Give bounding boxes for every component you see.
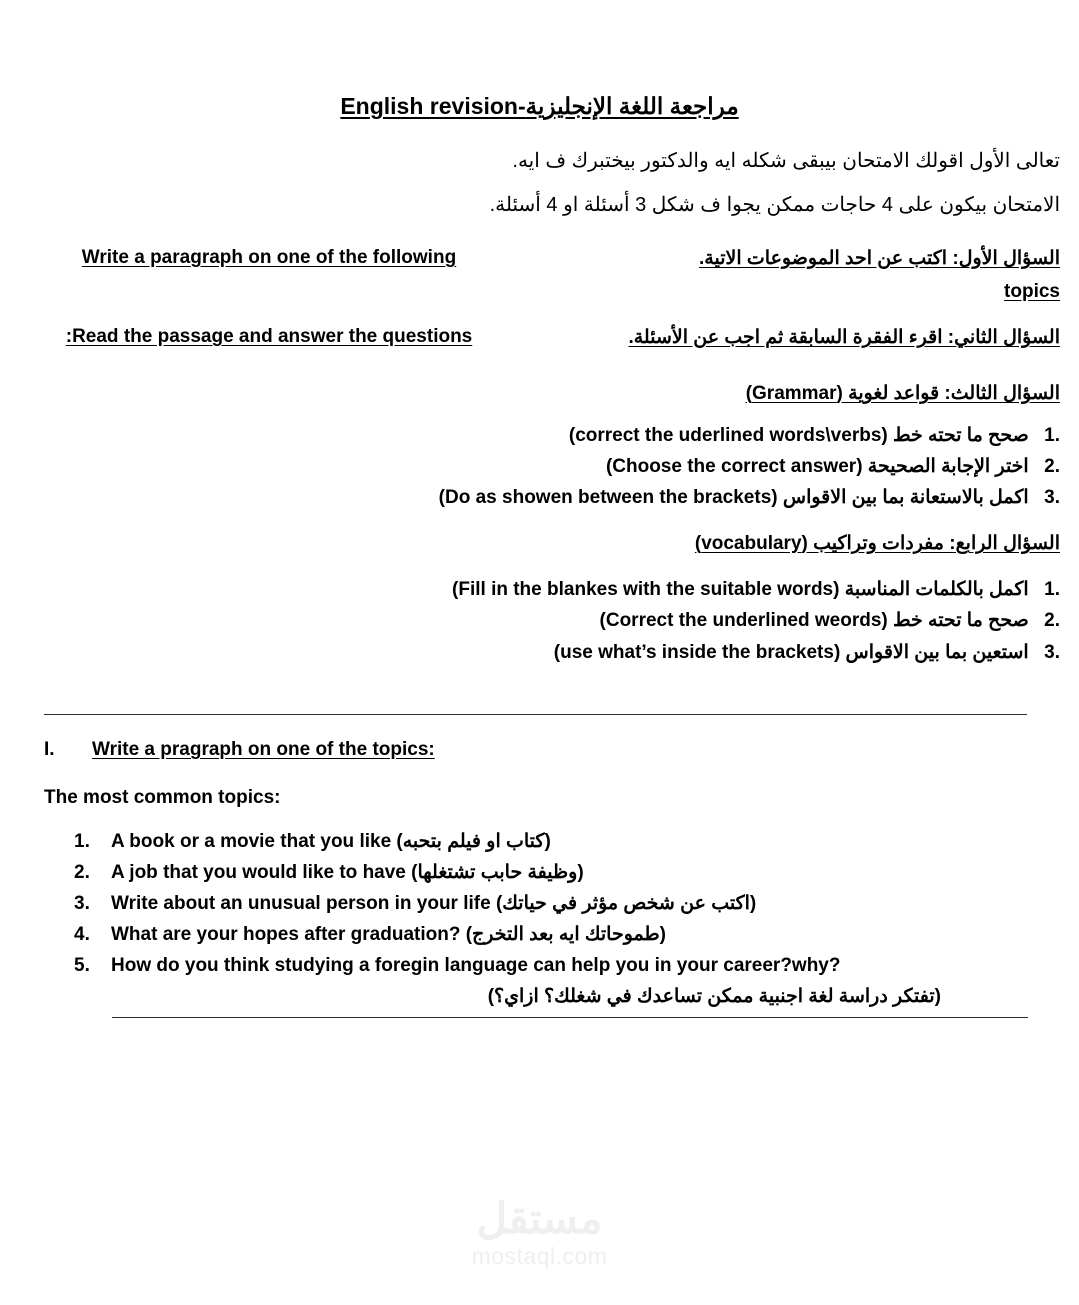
list-item	[44, 857, 1034, 888]
question-1-row	[19, 247, 1060, 281]
watermark-english: mostaql.com	[471, 1243, 608, 1269]
topic-4-arabic: (طموحاتك ايه بعد التخرج)	[465, 924, 666, 945]
watermark	[0, 1196, 1079, 1270]
vocabulary-section-heading	[20, 532, 1060, 555]
question-2-row	[19, 326, 1060, 360]
section-divider-top	[44, 714, 1027, 715]
topic-2-number: 2.	[74, 862, 90, 883]
vocabulary-item-2-number: .2	[1044, 610, 1060, 631]
grammar-item-2-text: اختر الإجابة الصحيحة (Choose the correct answer)	[605, 456, 1029, 477]
grammar-item-3	[20, 486, 1060, 509]
vocabulary-item-1-number: .1	[1044, 579, 1060, 600]
topic-5-number: 5.	[74, 955, 90, 976]
grammar-section-heading	[20, 382, 1060, 405]
question-1-wrap-row	[19, 281, 1060, 315]
question-2-arabic: السؤال الثاني: اقرء الفقرة السابقة ثم اجب عن الأسئلة.	[628, 327, 1060, 348]
watermark-arabic: مستقل	[476, 1195, 603, 1242]
grammar-heading-text: السؤال الثالث: قواعد لغوية (Grammar)	[745, 383, 1060, 404]
vocabulary-item-3-text: استعين بما بين الاقواس (use what’s inside the brackets)	[553, 642, 1029, 663]
intro-line-2: الامتحان بيكون على 4 حاجات ممكن يجوا ف شكل 3 أسئلة او 4 أسئلة.	[489, 194, 1060, 216]
vocabulary-item-1-text: اكمل بالكلمات المناسبة (Fill in the blankes with the suitable words)	[452, 579, 1029, 600]
grammar-item-2	[20, 455, 1060, 478]
list-item	[44, 826, 1034, 857]
vocabulary-item-1	[20, 578, 1060, 601]
common-topics-subheading: The most common topics:	[44, 787, 281, 808]
question-1-english: Write a paragraph on one of the following	[81, 247, 457, 268]
topics-list	[44, 826, 1034, 1012]
list-item	[44, 888, 1034, 919]
topic-4-english: What are your hopes after graduation?	[111, 924, 466, 945]
topic-3-number: 3.	[74, 893, 90, 914]
topic-2-arabic: (وظيفة حابب تشتغلها)	[411, 862, 584, 883]
list-item	[44, 919, 1034, 950]
intro-line-1: تعالى الأول اقولك الامتحان بيبقى شكله ايه والدكتور بيختبرك ف ايه.	[512, 150, 1060, 172]
topic-1-english: A book or a movie that you like	[111, 831, 397, 852]
page-title	[0, 93, 1079, 120]
paragraph-section-heading	[44, 739, 1024, 761]
vocabulary-heading-text: السؤال الرابع: مفردات وتراكيب (vocabulary)	[694, 533, 1060, 554]
vocabulary-item-3-number: .3	[1044, 642, 1060, 663]
topic-3-arabic: (اكتب عن شخص مؤثر في حياتك)	[495, 893, 757, 914]
vocabulary-item-3	[20, 641, 1060, 664]
grammar-item-1	[20, 424, 1060, 447]
topic-1-arabic: (كتاب او فيلم بتحبه)	[396, 831, 551, 852]
vocabulary-item-2	[20, 609, 1060, 632]
page-title-english: English revision-	[340, 93, 526, 119]
grammar-item-1-number: .1	[1044, 425, 1060, 446]
topic-3-english: Write about an unusual person in your life	[111, 893, 496, 914]
grammar-item-3-number: .3	[1044, 487, 1060, 508]
section-divider-bottom	[112, 1017, 1028, 1018]
grammar-item-3-text: اكمل بالاستعانة بما بين الاقواس (Do as showen between the brackets)	[438, 487, 1029, 508]
vocabulary-item-2-text: صحح ما تحته خط (Correct the underlined weords)	[599, 610, 1029, 631]
question-2-english: :Read the passage and answer the questions	[65, 326, 473, 347]
grammar-item-2-number: .2	[1044, 456, 1060, 477]
question-1-english-wrap: topics	[1004, 281, 1060, 302]
roman-numeral: I.	[44, 739, 55, 760]
topic-5-english: How do you think studying a foregin language can help you in your career?why?	[111, 955, 841, 976]
topic-5-arabic: (تفتكر دراسة لغة اجنبية ممكن تساعدك في شغلك؟ ازاي؟)	[487, 986, 941, 1007]
grammar-item-1-text: صحح ما تحته خط (correct the uderlined words\verbs)	[568, 425, 1029, 446]
topic-4-number: 4.	[74, 924, 90, 945]
page-title-arabic: مراجعة اللغة الإنجليزية	[525, 93, 739, 119]
paragraph-section-heading-text: Write a pragraph on one of the topics:	[92, 739, 435, 760]
question-1-arabic: السؤال الأول: اكتب عن احد الموضوعات الاتية.	[699, 248, 1060, 269]
topic-2-english: A job that you would like to have	[111, 862, 412, 883]
topic-1-number: 1.	[74, 831, 90, 852]
list-item	[44, 950, 1034, 1012]
